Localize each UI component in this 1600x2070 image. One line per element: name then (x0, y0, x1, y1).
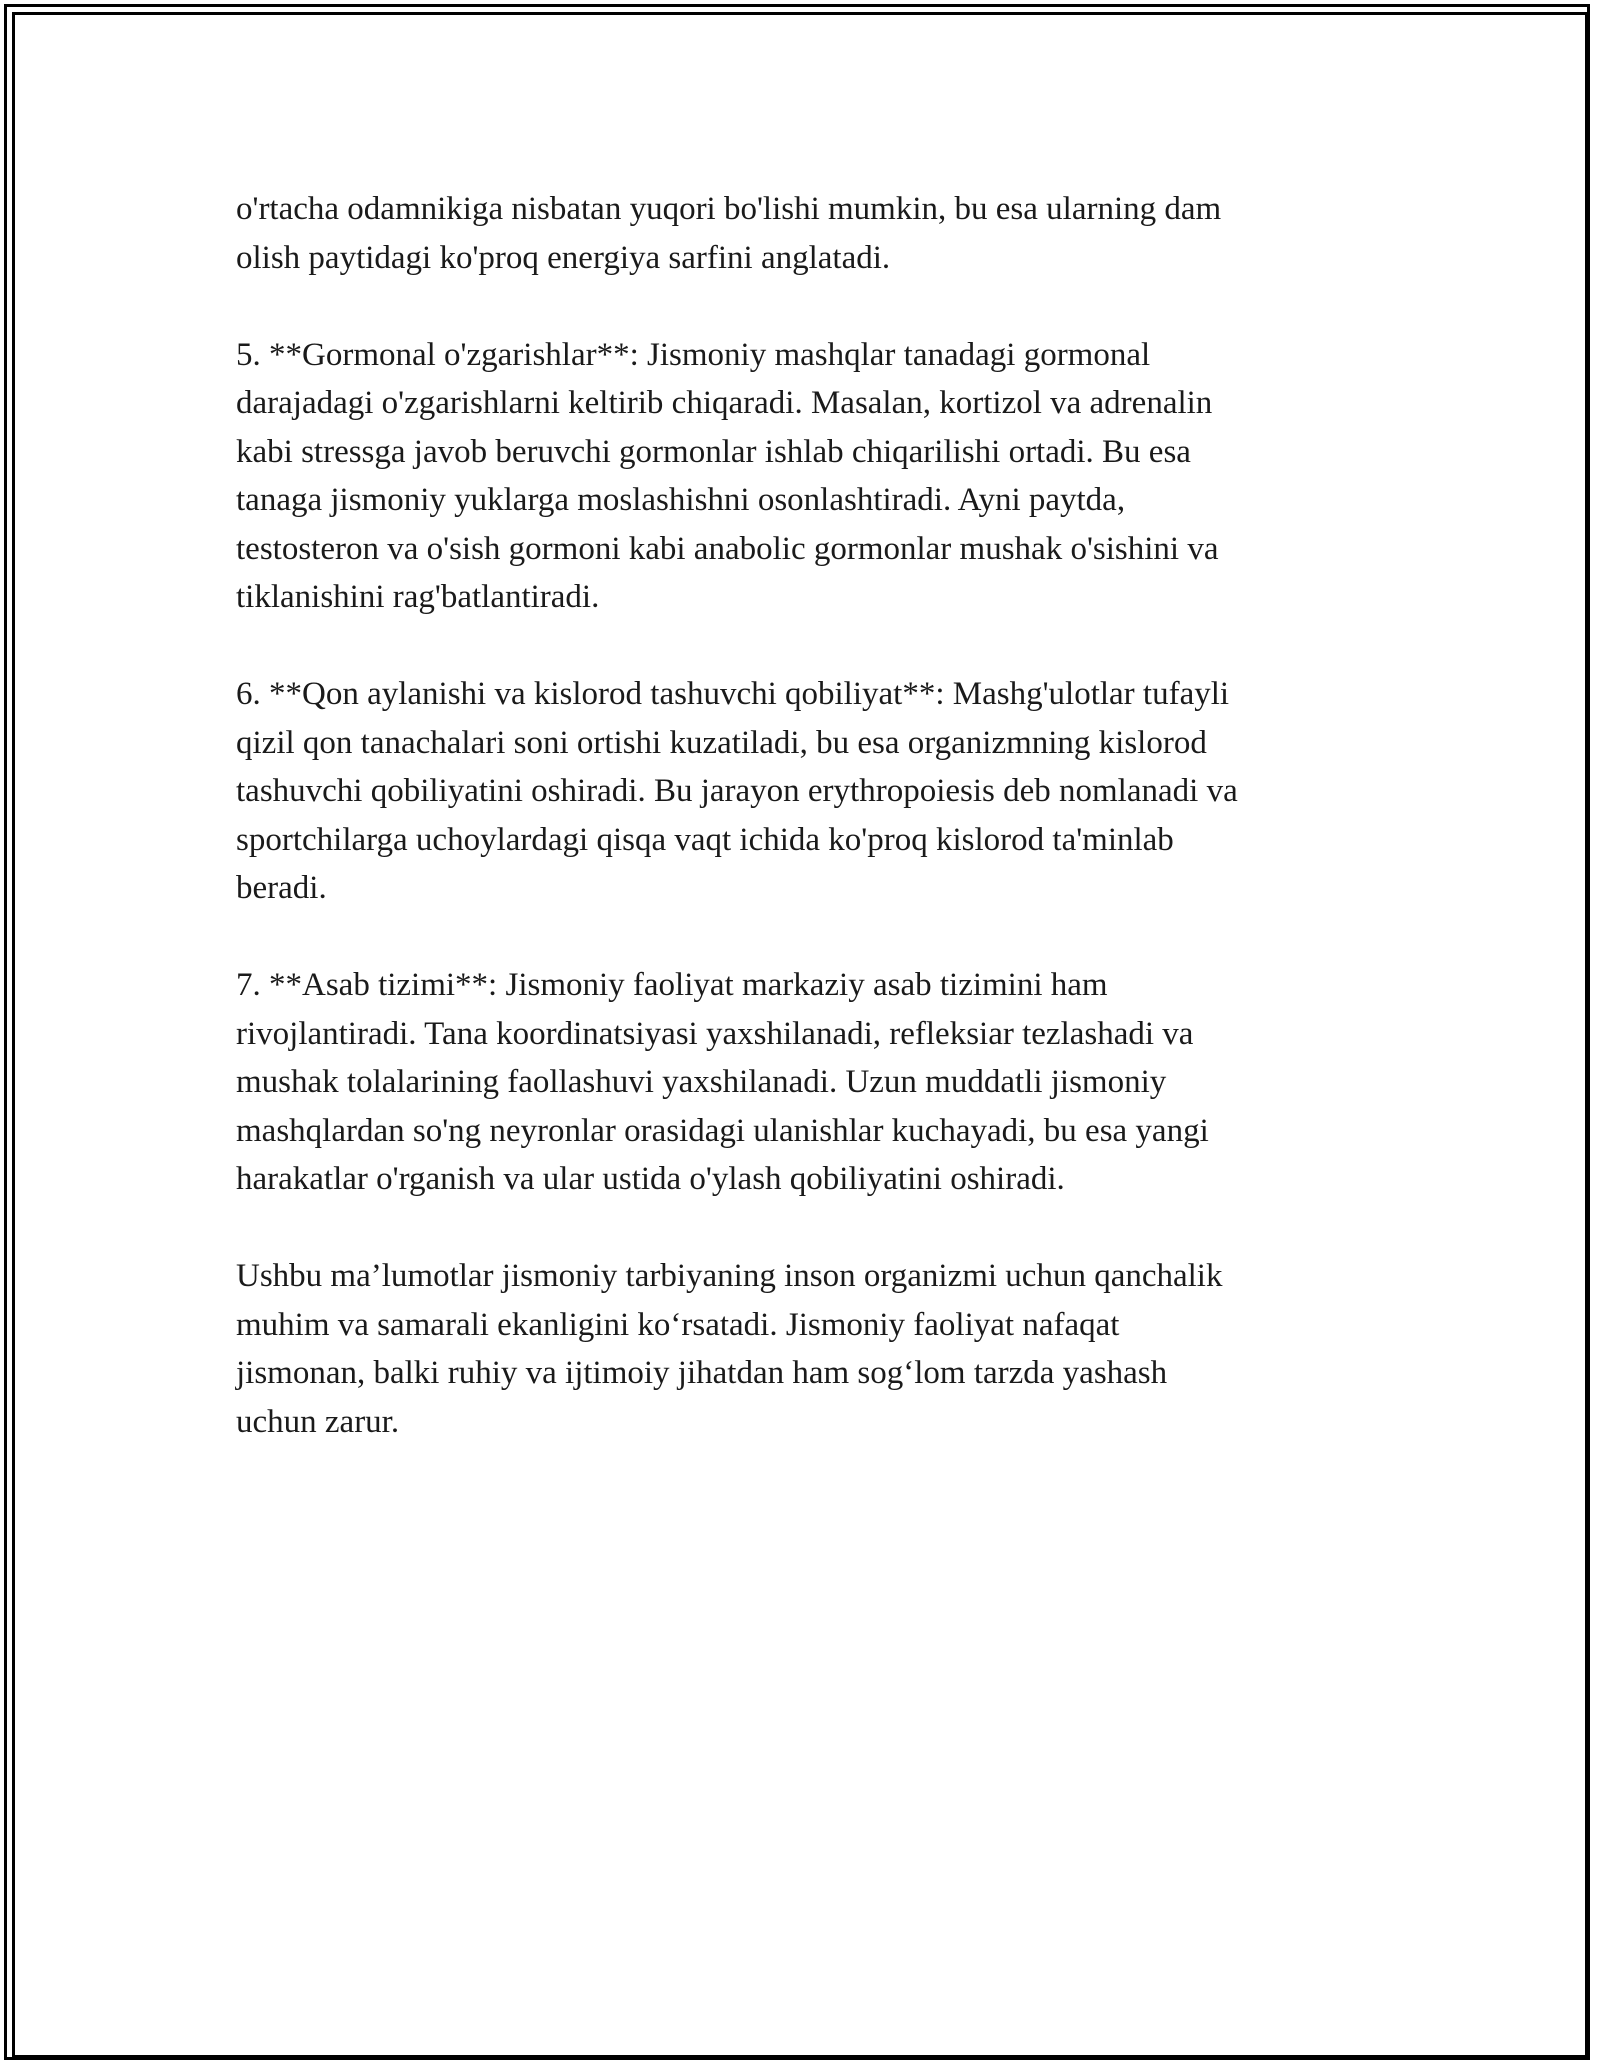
paragraph-item-5-hormonal (236, 331, 1366, 622)
text-line: rivojlantiradi. Tana koordinatsiyasi yaxshilanadi, refleksiar tezlashadi va (236, 1015, 1194, 1052)
text-line: tanaga jismoniy yuklarga moslashishni osonlashtiradi. Ayni paytda, (236, 482, 1126, 518)
paragraph-conclusion (236, 1252, 1366, 1446)
text-line: qizil qon tanachalari soni ortishi kuzatiladi, bu esa organizmning kislorod (236, 724, 1207, 761)
text-line: kabi stressga javob beruvchi gormonlar ishlab chiqarilishi ortadi. Bu esa (236, 433, 1191, 470)
text-line: Ushbu ma’lumotlar jismoniy tarbiyaning inson organizmi uchun qanchalik (236, 1258, 1223, 1294)
text-line: o'rtacha odamnikiga nisbatan yuqori bo'lishi mumkin, bu esa ularning dam (236, 191, 1222, 227)
text-line: olish paytidagi ko'proq energiya sarfini anglatadi. (236, 239, 891, 276)
text-line: testosteron va o'sish gormoni kabi anabolic gormonlar mushak o'sishini va (236, 530, 1219, 567)
text-line: uchun zarur. (236, 1403, 400, 1440)
text-line: muhim va samarali ekanligini ko‘rsatadi. Jismoniy faoliyat nafaqat (236, 1306, 1120, 1343)
text-line: beradi. (236, 870, 327, 906)
text-line: 6. **Qon aylanishi va kislorod tashuvchi qobiliyat**: Mashg'ulotlar tufayli (236, 676, 1230, 712)
text-line: mashqlardan so'ng neyronlar orasidagi ulanishlar kuchayadi, bu esa yangi (236, 1112, 1209, 1149)
paragraph-intro-continuation (236, 185, 1366, 282)
text-line: darajadagi o'zgarishlarni keltirib chiqaradi. Masalan, kortizol va adrenalin (236, 385, 1213, 421)
text-line: mushak tolalarining faollashuvi yaxshilanadi. Uzun muddatli jismoniy (236, 1064, 1167, 1100)
paragraph-item-7-nervous (236, 961, 1366, 1204)
text-line: harakatlar o'rganish va ular ustida o'ylash qobiliyatini oshiradi. (236, 1161, 1065, 1197)
text-line: jismonan, balki ruhiy va ijtimoiy jihatdan ham sog‘lom tarzda yashash (236, 1355, 1168, 1391)
text-line: tiklanishini rag'batlantiradi. (236, 579, 600, 615)
text-line: tashuvchi qobiliyatini oshiradi. Bu jarayon erythropoiesis deb nomlanadi va (236, 773, 1238, 809)
text-line: 5. **Gormonal o'zgarishlar**: Jismoniy mashqlar tanadagi gormonal (236, 336, 1151, 373)
document-body (236, 185, 1366, 1495)
paragraph-item-6-blood (236, 670, 1366, 913)
text-line: 7. **Asab tizimi**: Jismoniy faoliyat markaziy asab tizimini ham (236, 967, 1108, 1003)
text-line: sportchilarga uchoylardagi qisqa vaqt ichida ko'proq kislorod ta'minlab (236, 821, 1174, 858)
